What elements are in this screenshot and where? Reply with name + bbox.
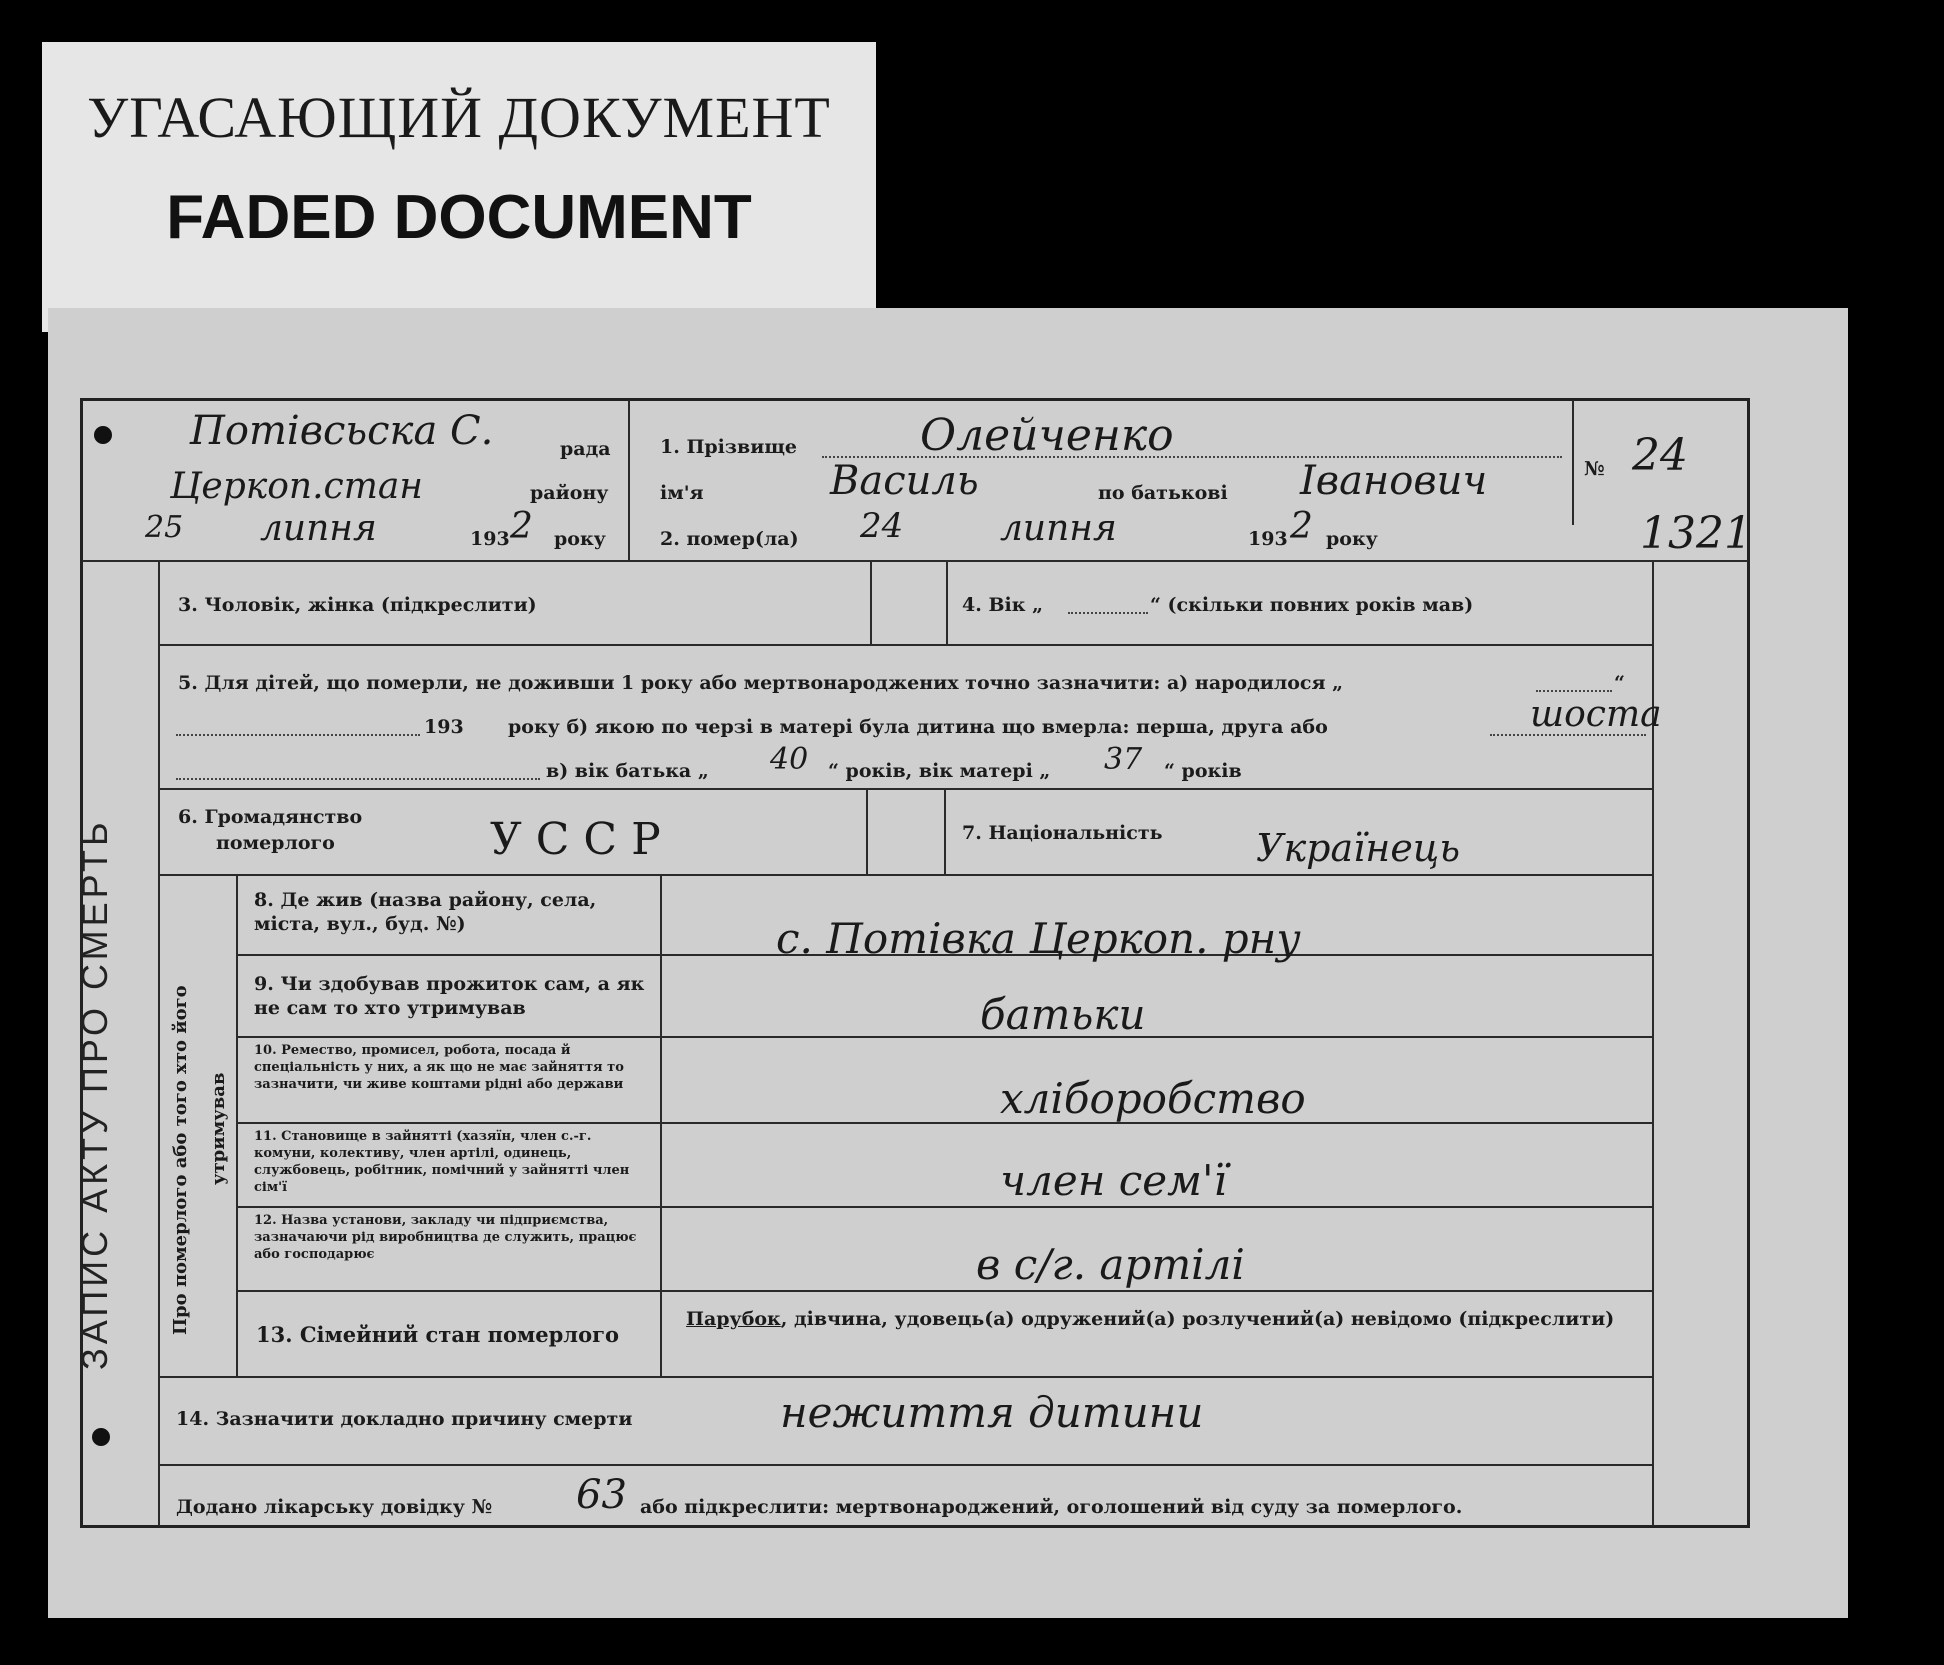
footer-rest: або підкреслити: мертвонароджений, оголошений від суду за померлого. (640, 1496, 1463, 1518)
divider (160, 1376, 1652, 1378)
divider (160, 644, 1652, 646)
patronymic-label: по батькові (1098, 482, 1228, 504)
rayon-label: району (530, 482, 609, 504)
side-number: 1321 (1640, 508, 1752, 559)
residence-value: с. Потівка Церкоп. рну (776, 914, 1301, 963)
sidebar-title: ЗАПИС АКТУ ПРО СМЕРТЬ (74, 818, 115, 1370)
died-year-prefix: 193 (1248, 528, 1288, 550)
father-age-value: 40 (770, 742, 809, 777)
nationality-value: Українець (1256, 826, 1461, 870)
rada-value: Потівсьска С. (190, 408, 494, 454)
employment-status-value: член сем'ї (1000, 1156, 1227, 1205)
died-day: 24 (860, 506, 904, 546)
faded-document-label (42, 42, 876, 332)
sidebar-subtitle-1: Про померлого або того хто його (170, 985, 191, 1335)
number-value: 24 (1632, 430, 1688, 481)
marital-status-selected: Парубок (686, 1308, 781, 1330)
divider (160, 1464, 1652, 1466)
row5-line1-end: “ (1614, 672, 1625, 694)
workplace-label: 12. Назва установи, закладу чи підприємства, зазначаючи рід виробництва де служить, працює або господарює (254, 1213, 637, 1262)
cause-of-death-label: 14. Зазначити докладно причину смерти (176, 1408, 633, 1430)
date-month: липня (260, 508, 377, 549)
divider (238, 1036, 1652, 1038)
dotted-line (1536, 690, 1612, 692)
row5-line1: 5. Для дітей, що померли, не доживши 1 року або мертвонароджених точно зазначити: а) народилося „ (178, 672, 1344, 694)
mother-age-label: “ років, вік матері „ (828, 760, 1051, 782)
divider (866, 790, 868, 874)
age-label: 4. Вік „ (962, 594, 1043, 616)
citizenship-value: У С С Р (490, 814, 661, 865)
father-age-label: в) вік батька „ (546, 760, 709, 782)
year-prefix: 193 (470, 528, 510, 550)
row5-line2: року б) якою по черзі в матері була дитина що вмерла: перша, друга або (508, 716, 1328, 738)
footer-prefix: Додано лікарську довідку № (176, 1496, 493, 1518)
divider (238, 1122, 1652, 1124)
divider (238, 1206, 1652, 1208)
divider (238, 1290, 1652, 1292)
roku-label: року (554, 528, 606, 550)
occupation-value: хліборобство (1000, 1074, 1306, 1123)
divider (946, 562, 948, 644)
sidebar-subtitle-2: утримував (208, 1072, 229, 1185)
age-suffix: “ (скільки повних років мав) (1150, 594, 1474, 616)
citizenship-label-1: 6. Громадянство (178, 806, 363, 828)
divider (944, 790, 946, 874)
mother-age-value: 37 (1104, 742, 1143, 777)
divider (160, 874, 1652, 876)
marital-status-options (686, 1306, 1616, 1332)
divider (160, 788, 1652, 790)
patronymic-value: Іванович (1300, 458, 1488, 504)
died-label: 2. помер(ла) (660, 528, 799, 550)
dotted-line (176, 734, 420, 736)
marital-status-label: 13. Сімейний стан померлого (256, 1322, 619, 1347)
year-suffix: 2 (510, 506, 533, 547)
row5-year: 193 (424, 716, 464, 738)
divider (236, 876, 238, 1376)
dotted-line (1068, 612, 1148, 614)
number-label: № (1584, 458, 1605, 480)
died-month: липня (1000, 508, 1117, 549)
divider (82, 560, 1748, 562)
footer-number: 63 (576, 1472, 627, 1518)
label-english: FADED DOCUMENT (166, 183, 752, 252)
livelihood-value: батьки (980, 990, 1146, 1039)
marital-status-rest: , дівчина, удовець(а) одружений(а) розлучений(а) невідомо (підкреслити) (780, 1308, 1615, 1330)
nationality-label: 7. Національність (962, 822, 1163, 844)
surname-label: 1. Прізвище (660, 436, 797, 458)
cause-of-death-value: нежиття дитини (780, 1388, 1204, 1437)
date-day: 25 (145, 510, 184, 545)
divider (1572, 400, 1574, 525)
divider (158, 560, 160, 1526)
citizenship-label-2: померлого (216, 832, 335, 854)
rayon-value: Церкоп.стан (170, 466, 424, 507)
residence-label: 8. Де жив (назва району, села, міста, вул., буд. №) (254, 889, 597, 935)
dotted-line (176, 778, 540, 780)
livelihood-label: 9. Чи здобував прожиток сам, а як не сам то хто утримував (254, 973, 645, 1019)
form-frame (80, 398, 1750, 1528)
divider (660, 876, 662, 1376)
workplace-value: в с/г. артілі (976, 1240, 1245, 1289)
died-year-suffix: 2 (1290, 506, 1313, 547)
divider (870, 562, 872, 644)
employment-status-label: 11. Становище в зайнятті (хазяїн, член с.-г. комуни, колективу, член артілі, одинець, службовець, робітник, помічний у зайнятті член сім'ї (254, 1129, 630, 1195)
died-roku-label: року (1326, 528, 1378, 550)
sex-label: 3. Чоловік, жінка (підкреслити) (178, 594, 537, 616)
birth-order-value: шоста (1530, 694, 1662, 735)
occupation-label: 10. Ремество, промисел, робота, посада й спеціальність у них, а як що не має зайняття то зазначити, чи живе коштами рідні або держави (254, 1043, 624, 1092)
name-label: ім'я (660, 482, 704, 504)
label-russian: УГАСАЮЩИЙ ДОКУМЕНТ (87, 85, 831, 150)
rada-label: рада (560, 438, 611, 460)
name-value: Василь (830, 458, 979, 504)
roky-label: “ років (1164, 760, 1242, 782)
surname-value: Олейченко (920, 410, 1174, 461)
divider (628, 400, 630, 560)
